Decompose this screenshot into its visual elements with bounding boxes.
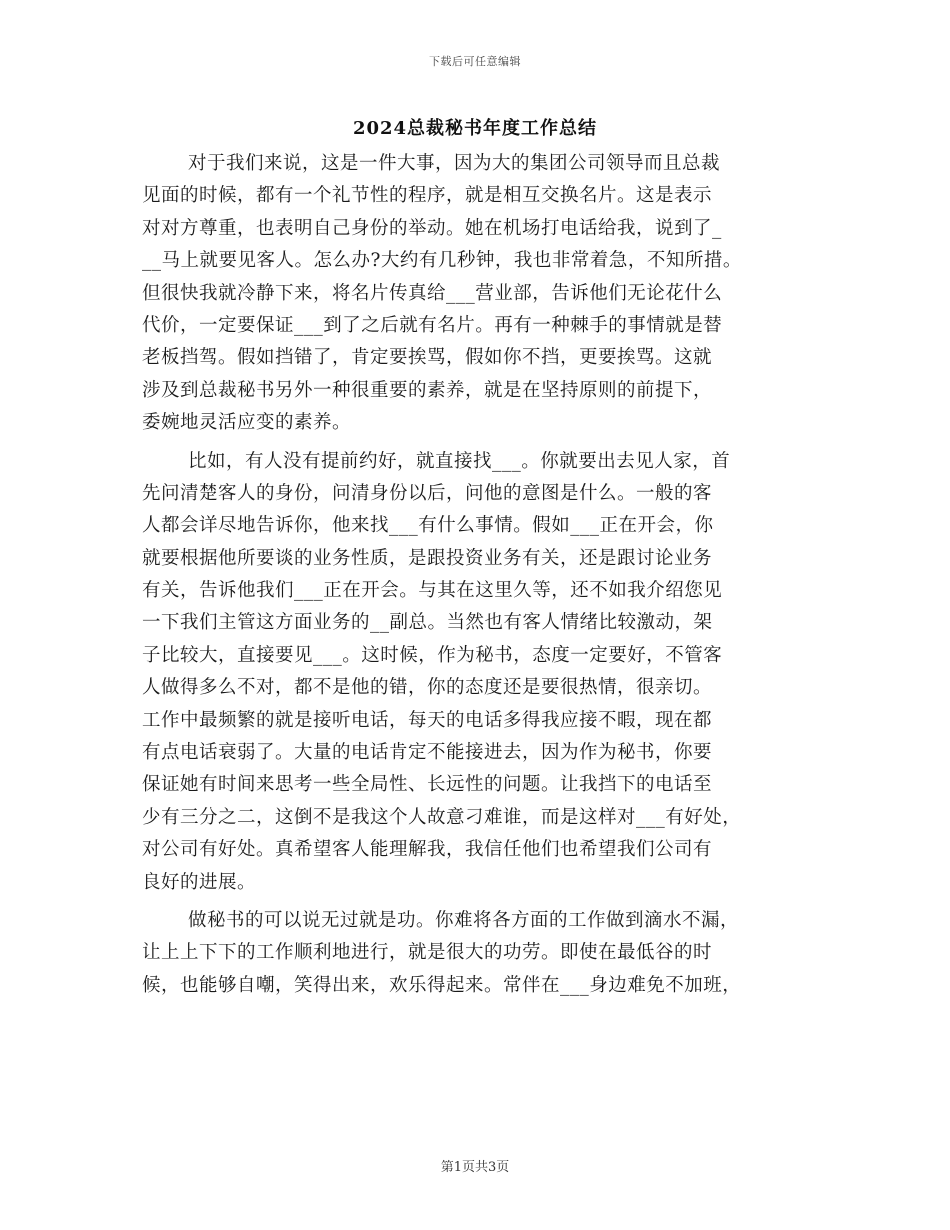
text-line: 人都会详尽地告诉你，他来找___有什么事情。假如___正在开会，你 xyxy=(142,515,714,537)
text-line: 对公司有好处。真希望客人能理解我，我信任他们也希望我们公司有 xyxy=(142,839,713,861)
text-line: 见面的时候，都有一个礼节性的程序，就是相互交换名片。这是表示 xyxy=(142,185,713,207)
text-line: 少有三分之二，这倒不是我这个人故意刁难谁，而是这样对___有好处， xyxy=(142,806,742,828)
text-line: __马上就要见客人。怎么办?大约有几秒钟，我也非常着急，不知所措。 xyxy=(142,250,742,272)
page-number-indicator: 第1页共3页 xyxy=(440,1160,510,1175)
text-line: 一下我们主管这方面业务的__副总。当然也有客人情绪比较激动，架 xyxy=(142,612,713,634)
text-line: 对对方尊重，也表明自己身份的举动。她在机场打电话给我，说到了_ xyxy=(142,217,722,239)
text-line: 涉及到总裁秘书另外一种很重要的素养，就是在坚持原则的前提下， xyxy=(142,379,713,401)
text-line: 候，也能够自嘲，笑得出来，欢乐得起来。常伴在___身边难免不加班， xyxy=(142,974,742,996)
text-line: 有点电话衰弱了。大量的电话肯定不能接进去，因为作为秘书，你要 xyxy=(142,742,713,764)
text-line: 对于我们来说，这是一件大事，因为大的集团公司领导而且总裁 xyxy=(188,153,721,174)
document-body xyxy=(142,148,814,1002)
text-line: 代价，一定要保证___到了之后就有名片。再有一种棘手的事情就是替 xyxy=(142,314,723,336)
paragraph-3 xyxy=(142,905,814,1002)
document-title: 2024总裁秘书年度工作总结 xyxy=(352,118,598,139)
text-line: 工作中最频繁的就是接听电话，每天的电话多得我应接不暇，现在都 xyxy=(142,709,713,731)
page-header-note: 下载后可任意编辑 xyxy=(429,55,521,68)
text-line: 委婉地灵活应变的素养。 xyxy=(142,412,352,434)
paragraph-2 xyxy=(142,446,814,899)
text-line: 人做得多么不对，都不是他的错，你的态度还是要很热情，很亲切。 xyxy=(142,677,713,699)
text-line: 做秘书的可以说无过就是功。你难将各方面的工作做到滴水不漏， xyxy=(188,909,740,931)
text-line: 就要根据他所要谈的业务性质，是跟投资业务有关，还是跟讨论业务 xyxy=(142,547,713,569)
text-line: 先问清楚客人的身份，问清身份以后，问他的意图是什么。一般的客 xyxy=(142,482,713,504)
paragraph-1 xyxy=(142,148,814,440)
text-line: 但很快我就冷静下来，将名片传真给___营业部，告诉他们无论花什么 xyxy=(142,282,723,304)
text-line: 老板挡驾。假如挡错了，肯定要挨骂，假如你不挡，更要挨骂。这就 xyxy=(142,347,713,369)
text-line: 良好的进展。 xyxy=(142,871,257,893)
text-line: 让上上下下的工作顺利地进行，就是很大的功劳。即使在最低谷的时 xyxy=(142,942,713,964)
text-line: 有关，告诉他我们___正在开会。与其在这里久等，还不如我介绍您见 xyxy=(142,580,723,602)
text-line: 比如，有人没有提前约好，就直接找___。你就要出去见人家，首 xyxy=(188,450,731,472)
text-line: 保证她有时间来思考一些全局性、长远性的问题。让我挡下的电话至 xyxy=(142,774,713,796)
text-line: 子比较大，直接要见___。这时候，作为秘书，态度一定要好，不管客 xyxy=(142,644,723,666)
